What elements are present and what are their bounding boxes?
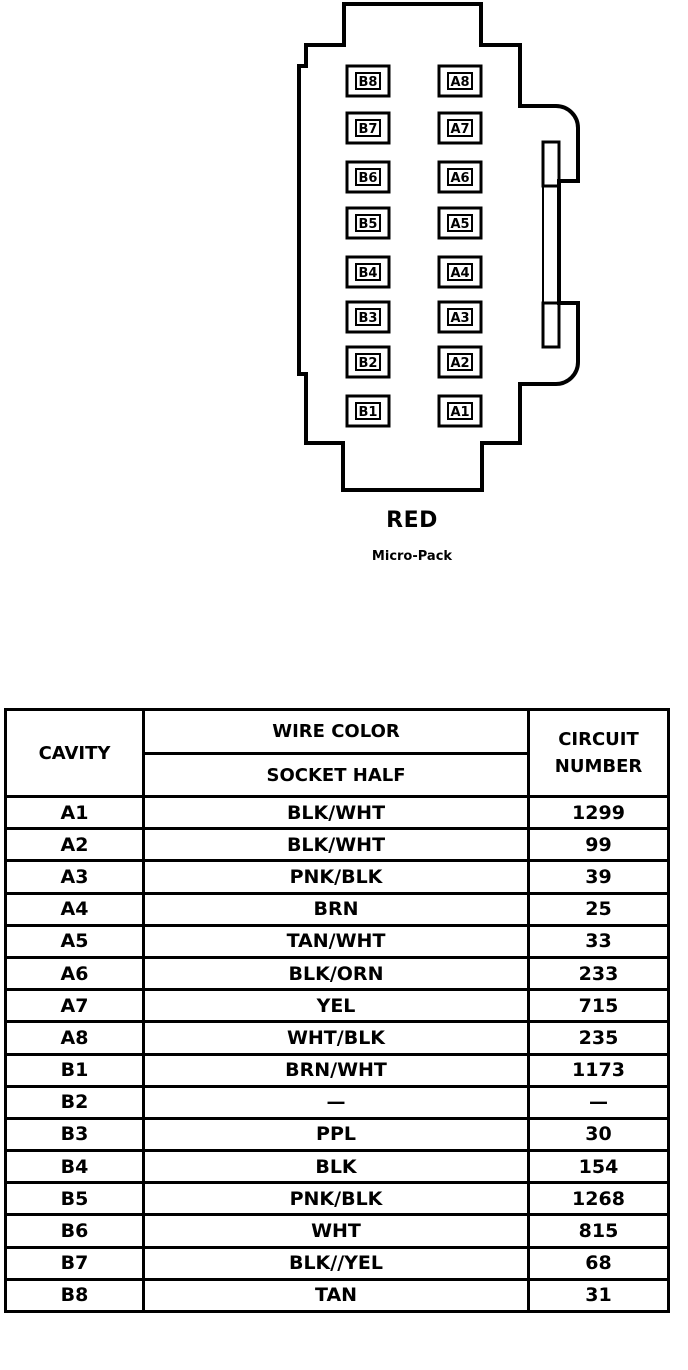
- connector-color-label: RED: [386, 508, 438, 533]
- wire-color-cell: PNK/BLK: [144, 1183, 529, 1215]
- circuit-cell: 233: [529, 957, 669, 989]
- circuit-cell: 1173: [529, 1054, 669, 1086]
- wire-color-cell: PPL: [144, 1118, 529, 1150]
- cavity-cell: A6: [6, 957, 144, 989]
- cavity-label-b7: B7: [358, 122, 378, 137]
- cavity-group: [347, 66, 481, 426]
- wire-color-cell: BRN: [144, 893, 529, 925]
- wire-color-cell: —: [144, 1086, 529, 1118]
- table-row: [6, 1054, 669, 1086]
- table-row: [6, 829, 669, 861]
- circuit-cell: 30: [529, 1118, 669, 1150]
- circuit-cell: 1299: [529, 797, 669, 829]
- cavity-label-a8: A8: [450, 75, 470, 90]
- cavity-cell: B6: [6, 1215, 144, 1247]
- cavity-label-a3: A3: [450, 311, 470, 326]
- cavity-cell: B4: [6, 1151, 144, 1183]
- cavity-label-b1: B1: [358, 405, 378, 420]
- cavity-label-b3: B3: [358, 311, 378, 326]
- table-row: [6, 893, 669, 925]
- table-row: [6, 861, 669, 893]
- cavity-label-a1: A1: [450, 405, 470, 420]
- header-circuit-line2: NUMBER: [554, 756, 643, 777]
- wire-color-cell: TAN: [144, 1279, 529, 1311]
- circuit-cell: 39: [529, 861, 669, 893]
- cavity-label-b5: B5: [358, 217, 378, 232]
- table-row: [6, 797, 669, 829]
- cavity-cell: B7: [6, 1247, 144, 1279]
- cavity-cell: A4: [6, 893, 144, 925]
- cavity-cell: A2: [6, 829, 144, 861]
- cavity-label-a5: A5: [450, 217, 470, 232]
- header-socket-half: SOCKET HALF: [144, 754, 529, 797]
- table-row: [6, 1022, 669, 1054]
- cavity-label-b8: B8: [358, 75, 378, 90]
- cavity-cell: B5: [6, 1183, 144, 1215]
- pinout-table: [4, 708, 670, 1313]
- cavity-cell: B1: [6, 1054, 144, 1086]
- cavity-cell: A3: [6, 861, 144, 893]
- upper-latch-slot: [543, 142, 559, 186]
- circuit-cell: 235: [529, 1022, 669, 1054]
- circuit-cell: 815: [529, 1215, 669, 1247]
- header-cavity: CAVITY: [6, 710, 144, 797]
- circuit-cell: 1268: [529, 1183, 669, 1215]
- cavity-label-a6: A6: [450, 171, 470, 186]
- circuit-cell: 31: [529, 1279, 669, 1311]
- circuit-cell: —: [529, 1086, 669, 1118]
- header-wire-color: WIRE COLOR: [144, 710, 529, 754]
- table-row: [6, 1279, 669, 1311]
- wire-color-cell: BRN/WHT: [144, 1054, 529, 1086]
- cavity-cell: A7: [6, 990, 144, 1022]
- cavity-label-a7: A7: [450, 122, 470, 137]
- lower-latch-slot: [543, 303, 559, 347]
- cavity-label-a4: A4: [450, 266, 470, 281]
- connector-type-label: Micro-Pack: [371, 549, 453, 564]
- table-row: [6, 1247, 669, 1279]
- table-row: [6, 1215, 669, 1247]
- table-row: [6, 925, 669, 957]
- cavity-cell: B3: [6, 1118, 144, 1150]
- wire-color-cell: TAN/WHT: [144, 925, 529, 957]
- header-circuit-number: [529, 710, 669, 797]
- wire-color-cell: BLK//YEL: [144, 1247, 529, 1279]
- wire-color-cell: BLK/WHT: [144, 829, 529, 861]
- circuit-cell: 99: [529, 829, 669, 861]
- table-row: [6, 1183, 669, 1215]
- wire-color-cell: WHT: [144, 1215, 529, 1247]
- wire-color-cell: BLK/ORN: [144, 957, 529, 989]
- cavity-label-b6: B6: [358, 171, 378, 186]
- header-circuit-line1: CIRCUIT: [558, 729, 639, 750]
- cavity-cell: A8: [6, 1022, 144, 1054]
- cavity-cell: A1: [6, 797, 144, 829]
- cavity-label-b4: B4: [358, 266, 378, 281]
- wire-color-cell: BLK/WHT: [144, 797, 529, 829]
- table-row: [6, 957, 669, 989]
- wire-color-cell: WHT/BLK: [144, 1022, 529, 1054]
- wire-color-cell: YEL: [144, 990, 529, 1022]
- cavity-cell: A5: [6, 925, 144, 957]
- cavity-label-b2: B2: [358, 356, 378, 371]
- table-row: [6, 990, 669, 1022]
- wire-color-cell: PNK/BLK: [144, 861, 529, 893]
- circuit-cell: 154: [529, 1151, 669, 1183]
- cavity-label-a2: A2: [450, 356, 470, 371]
- wire-color-cell: BLK: [144, 1151, 529, 1183]
- table-row: [6, 1151, 669, 1183]
- cavity-cell: B8: [6, 1279, 144, 1311]
- table-row: [6, 1086, 669, 1118]
- cavity-cell: B2: [6, 1086, 144, 1118]
- circuit-cell: 33: [529, 925, 669, 957]
- circuit-cell: 25: [529, 893, 669, 925]
- circuit-cell: 68: [529, 1247, 669, 1279]
- circuit-cell: 715: [529, 990, 669, 1022]
- table-row: [6, 1118, 669, 1150]
